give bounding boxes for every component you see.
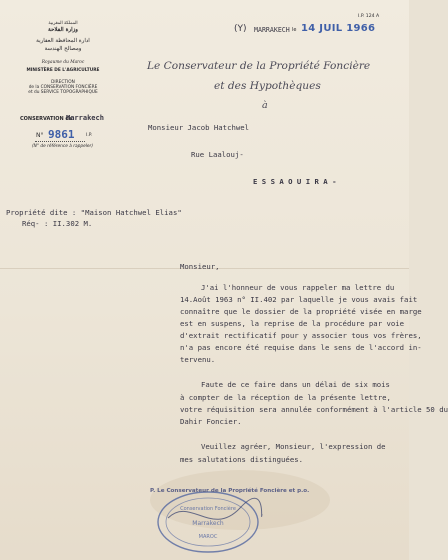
letter-p1-line: n'a pas encore été requise dans le sens de l'accord in- (180, 343, 422, 352)
reference-number: 9861 (48, 128, 75, 141)
letter-p1-line: d'extrait rectificatif pour y associer tous vos frères, (180, 331, 422, 340)
letter-p1-line: connaître que le dossier de la propriété visée en marge (180, 307, 422, 316)
letterhead-arabic-kingdom: المملكة المغربية (48, 21, 78, 26)
letter-p1-line: tervenu. (180, 355, 216, 364)
conservation-city: Marrakech (66, 114, 104, 122)
reference-prefix: N° (36, 132, 44, 139)
letterhead-direction-label: DIRECTION (51, 80, 75, 85)
reference-suffix: I.P. (86, 133, 93, 138)
stamp-top-text: Conservation Foncière (180, 506, 236, 512)
letter-p2-line: Dahir Foncier. (180, 417, 242, 426)
date-le: le (292, 27, 297, 33)
letter-p2-line: votre réquisition sera annulée conformément à l'article 50 du (180, 405, 448, 414)
stamp-bottom-text: MAROC (198, 534, 218, 540)
letter-p3-line: Veuillez agréer, Monsieur, l'expression de (201, 442, 386, 451)
letterhead-arabic-ministry: وزارة الفلاحة (48, 27, 78, 33)
date-value: 14 JUIL 1966 (301, 23, 376, 34)
letterhead-direction-line2: de la CONSERVATION FONCIÈRE (28, 85, 98, 90)
reference-underline (35, 141, 85, 142)
recipient-city: E S S A O U I R A - (253, 177, 337, 186)
letterhead-arabic-dir2: ومصالح الهندسة (44, 46, 82, 52)
sender-a: à (262, 100, 268, 111)
letter-p3-line: mes salutations distinguées. (180, 455, 304, 464)
date-city: MARRAKECH (254, 26, 290, 34)
conservation-label: CONSERVATION de (20, 116, 73, 122)
letter-p2-line: Faute de ce faire dans un délai de six mois (201, 380, 390, 389)
letter-salutation: Monsieur, (180, 262, 220, 271)
form-code: I.P. 124 A (358, 14, 380, 19)
stamp-mid-text: Marrakech (192, 520, 224, 527)
letterhead-direction-line3: et du SERVICE TOPOGRAPHIQUE (28, 90, 98, 95)
recipient-name: Monsieur Jacob Hatchwel (148, 123, 250, 132)
letter-p1-line: est en suspens, la reprise de la procédure par voie (180, 319, 405, 328)
letterhead-ministry: MINISTÈRE DE L'AGRICULTURE (26, 68, 100, 73)
letterhead-arabic-dir1: ادارة المحافظة العقارية (36, 38, 90, 44)
letter-p1-line: 14.Août 1963 n° II.402 par laquelle je vous avais fait (180, 295, 418, 304)
signature-line: P. Le Conservateur de la Propriété Foncière et p.o. (150, 488, 310, 494)
sender-line2: et des Hypothèques (214, 80, 321, 92)
letter-p2-line: à compter de la réception de la présente lettre, (180, 393, 391, 402)
reference-note: (N° de référence à rappeler) (32, 144, 93, 149)
sender-line1: Le Conservateur de la Propriété Foncière (147, 60, 371, 72)
property-label: Propriété dite : "Maison Hatchwel Elias" (6, 208, 182, 217)
date-bracket: (Y) (234, 24, 247, 34)
letter-p1-line: J'ai l'honneur de vous rappeler ma lettre du (201, 283, 395, 292)
property-requisition: Réq- : II.302 M. (22, 219, 93, 228)
recipient-street: Rue Laalouj- (191, 150, 244, 159)
letterhead-kingdom: Royaume du Maroc (41, 60, 85, 65)
